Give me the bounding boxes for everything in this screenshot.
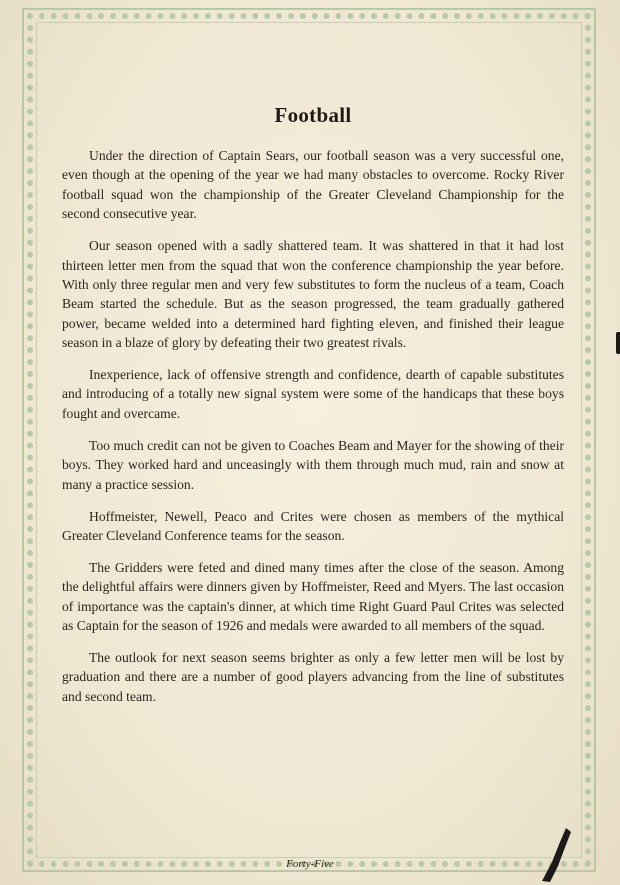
- page-title: Football: [274, 103, 352, 127]
- paragraph: Hoffmeister, Newell, Peaco and Crites were chosen as members of the mythical Greater Cleveland Conference teams for the season.: [62, 508, 564, 543]
- paragraph: The outlook for next season seems brighter as only a few letter men will be lost by graduation and there are a number of good players advancing from the line of substitutes and second team.: [62, 649, 564, 704]
- paragraph: Too much credit can not be given to Coaches Beam and Mayer for the showing of their boys. They worked hard and unceasingly with them through much mud, rain and snow at many a practice session.: [62, 437, 564, 492]
- paragraph: The Gridders were feted and dined many times after the close of the season. Among the delightful affairs were dinners given by Hoffmeister, Reed and Myers. The last occasion of importance was the captain's dinner, at which time Right Guard Paul Crites was selected as Captain for the season of 1926 and medals were awarded to all members of the squad.: [62, 559, 564, 634]
- ink-smudge: [536, 826, 576, 884]
- binding-mark: [616, 332, 620, 354]
- paragraph: Under the direction of Captain Sears, our football season was a very successful one, even though at the opening of the year we had many obstacles to overcome. Rocky River football squad won the championship of the Greater Cleveland Championship for the second consecutive year.: [62, 148, 564, 222]
- paragraph: Inexperience, lack of offensive strength and confidence, dearth of capable substitutes and introducing of a totally new signal system were some of the handicaps that these boys fought and overcame.: [62, 367, 564, 421]
- article: [62, 103, 564, 719]
- page-number: Forty-Five: [286, 858, 334, 870]
- paragraph: Our season opened with a sadly shattered team. It was shattered in that it had lost thirteen letter men from the squad that won the conference championship the year before. With only three regular men and very few substitutes to form the nucleus of a team, Coach Beam started the schedule. But as the season progressed, the team gradually gathered power, became welded into a determined hard fighting eleven, and finished their league season in a blaze of glory by defeating their two greatest rivals.: [62, 238, 564, 351]
